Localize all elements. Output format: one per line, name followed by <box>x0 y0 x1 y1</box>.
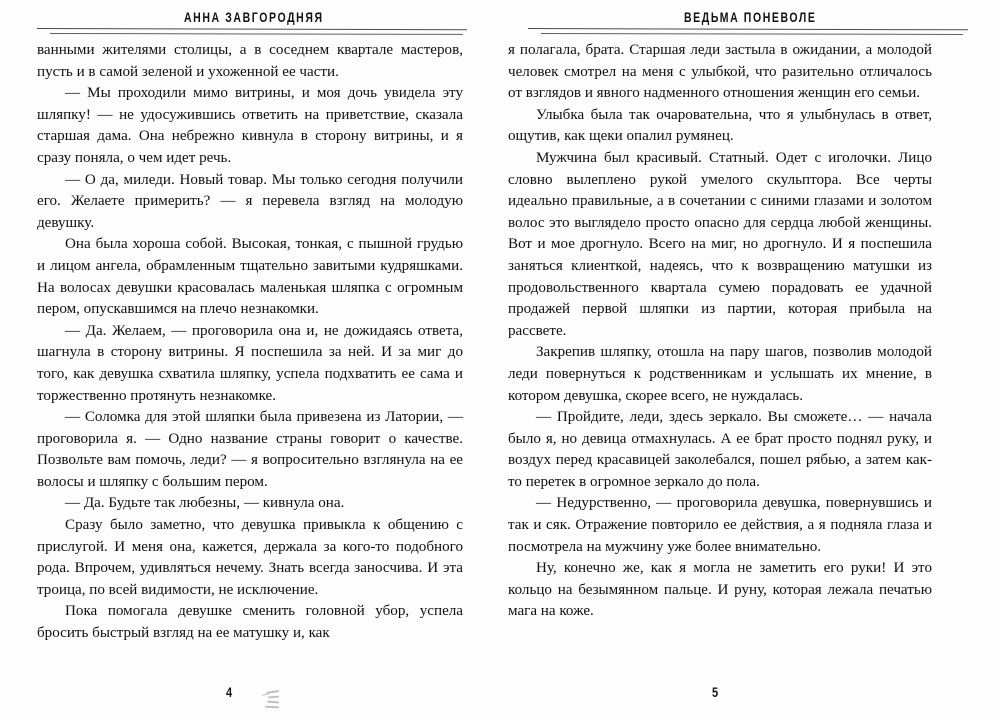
header-rule-left <box>37 27 467 39</box>
header-rule-line-top <box>528 28 968 30</box>
header-rule-line-bottom <box>50 33 463 35</box>
paragraph: Мужчина был красивый. Статный. Одет с иголочки. Лицо словно вылеплено рукой умелого скульптора. Все черты идеально правильные, а в сочетании с синими глазами и золотом волос это выглядело просто опасно для сердца любой женщины. Вот и мое дрогнуло. Всего на миг, но дрогнуло. И я поспешила заняться клиенткой, надеясь, что к возвращению матушки из продовольственного квартала сумею порадовать ее удачной продажей первой шляпки из партии, которая прибыла на рассвете. <box>508 149 932 339</box>
page-right <box>500 0 1000 721</box>
paragraph: — Соломка для этой шляпки была привезена из Латории, — проговорила я. — Одно название страны говорит о качестве. Позвольте вам помочь, леди? — я вопросительно взглянула на ее волосы и шляпку с большим пером. <box>37 409 463 490</box>
paragraph: Ну, конечно же, как я могла не заметить его руки! И это кольцо на безымянном пальце. И руну, которая лежала печатью мага на коже. <box>508 560 932 620</box>
paragraph: ванными жителями столицы, а в соседнем квартале мастеров, пусть и в самой зеленой и ухоженной ее части. <box>37 42 463 80</box>
paragraph: Она была хороша собой. Высокая, тонкая, с пышной грудью и лицом ангела, обрамленным тщательно завитыми кудряшками. На волосах девушки красовалась маленькая шляпка с огромным пером, опускавшимся на плечо незнакомки. <box>37 236 463 318</box>
running-head-title: ВЕДЬМА ПОНЕВОЛЕ <box>684 10 817 27</box>
paragraph: — Пройдите, леди, здесь зеркало. Вы сможете… — начала было я, но девица отмахнулась. А ее брат просто поднял руку, и воздух перед красавицей заколебался, пошел рябью, а затем как-то перетек в огромное зеркало до пола. <box>508 409 932 490</box>
page-left-body <box>37 40 463 645</box>
header-rule-right <box>528 27 968 39</box>
paragraph: Улыбка была так очаровательна, что я улыбнулась в ответ, ощутив, как щеки опалил румянец. <box>508 106 932 145</box>
running-head-author: АННА ЗАВГОРОДНЯЯ <box>184 10 324 27</box>
page-left-header <box>37 0 500 40</box>
paragraph: — Да. Будьте так любезны, — кивнула она. <box>65 495 345 512</box>
page-right-header <box>508 0 1000 40</box>
paragraph: — Мы проходили мимо витрины, и моя дочь увидела эту шляпку! — не удосужившись ответить на приветствие, сказала старшая дама. Она небрежно кивнула в сторону витрины, и я сразу поняла, о чем идет речь. <box>37 85 463 166</box>
page-number-right: 5 <box>712 685 719 701</box>
paragraph: — Недурственно, — проговорила девушка, повернувшись и так и сяк. Отражение повторило ее действия, а я подняла глаза и посмотрела на мужчину уже более внимательно. <box>508 495 932 555</box>
paragraph: я полагала, брата. Старшая леди застыла в ожидании, а молодой человек смотрел на меня с улыбкой, что разительно отличалось от взглядов и явного надменного отношения женщин его семьи. <box>508 42 932 102</box>
paragraph: Пока помогала девушке сменить головной убор, успела бросить быстрый взгляд на ее матушку и, как <box>37 603 463 642</box>
paragraph: — Да. Желаем, — проговорила она и, не дожидаясь ответа, шагнула в сторону витрины. Я поспешила за ней. И за миг до того, как девушка схватила шляпку, успела подхватить ее сама и торжественно протянуть незнакомке. <box>37 322 463 404</box>
paragraph: — О да, миледи. Новый товар. Мы только сегодня получили его. Желаете примерить? — я перевела взгляд на молодую девушку. <box>37 171 463 231</box>
paragraph: Сразу было заметно, что девушка привыкла к общению с прислугой. И меня она, кажется, держала за кого-то подобного рода. Впрочем, удивляться нечему. Знать всегда заносчива. И эта троица, по всей видимости, не исключение. <box>37 517 463 598</box>
paragraph: Закрепив шляпку, отошла на пару шагов, позволив молодой леди повернуться к родственникам и услышать их мнение, в котором девушка, скорее всего, не нуждалась. <box>508 344 932 404</box>
page-number-left: 4 <box>226 685 233 701</box>
header-rule-line-bottom <box>541 33 963 35</box>
page-right-body <box>508 40 932 623</box>
scan-artifact-smudge <box>262 687 286 713</box>
header-rule-line-top <box>37 28 467 30</box>
